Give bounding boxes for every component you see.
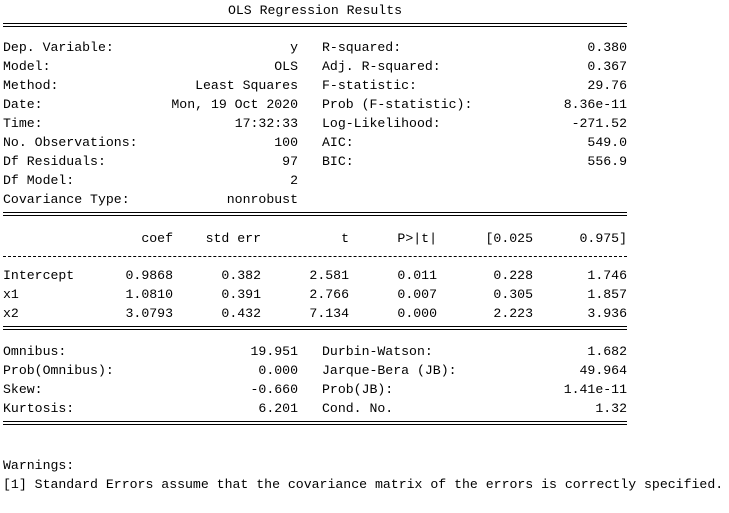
summary-left-value: 100: [274, 135, 298, 150]
diag-right-label: Prob(JB):: [322, 382, 394, 397]
diagnostics-row: [3, 380, 627, 399]
coef-row-name: x2: [3, 306, 19, 321]
diag-right-value: 1.682: [587, 344, 627, 359]
summary-right-value: 0.380: [587, 40, 627, 55]
summary-right-label: Log-Likelihood:: [322, 116, 441, 131]
summary-right-label: Adj. R-squared:: [322, 59, 441, 74]
summary-row: [3, 95, 627, 114]
coef-cell: 1.0810: [125, 287, 173, 302]
coef-cell: 1.746: [587, 268, 627, 283]
summary-row: [3, 114, 627, 133]
summary-left-label: Time:: [3, 116, 43, 131]
summary-row: [3, 38, 627, 57]
summary-row: [3, 133, 627, 152]
coef-cell: 0.382: [221, 268, 261, 283]
summary-right-label: R-squared:: [322, 40, 402, 55]
summary-left-label: Date:: [3, 97, 43, 112]
coef-cell: 0.9868: [125, 268, 173, 283]
double-rule: [3, 421, 627, 425]
coef-row-name: x1: [3, 287, 19, 302]
diag-right-value: 1.32: [595, 401, 627, 416]
summary-left-label: Df Model:: [3, 173, 75, 188]
diag-left-value: 19.951: [250, 344, 298, 359]
coef-cell: 2.223: [493, 306, 533, 321]
col-header: coef: [141, 231, 173, 246]
col-header: P>|t|: [397, 231, 437, 246]
coef-cell: 0.007: [397, 287, 437, 302]
double-rule: [3, 212, 627, 216]
summary-row: [3, 190, 298, 209]
warnings-heading: Warnings:: [3, 458, 75, 473]
col-header: 0.975]: [579, 231, 627, 246]
col-header: std err: [205, 231, 261, 246]
coef-cell: 0.305: [493, 287, 533, 302]
diag-left-label: Omnibus:: [3, 344, 67, 359]
diag-right-label: Durbin-Watson:: [322, 344, 433, 359]
coef-row: [3, 266, 627, 285]
summary-left-value: Mon, 19 Oct 2020: [171, 97, 298, 112]
summary-left-value: Least Squares: [195, 78, 298, 93]
coef-row-name: Intercept: [3, 268, 75, 283]
summary-right-value: 0.367: [587, 59, 627, 74]
diagnostics-row: [3, 342, 627, 361]
summary-row: [3, 57, 627, 76]
summary-right-value: 556.9: [587, 154, 627, 169]
diag-right-label: Cond. No.: [322, 401, 394, 416]
coef-cell: 7.134: [309, 306, 349, 321]
diag-right-label: Jarque-Bera (JB):: [322, 363, 457, 378]
summary-left-label: Method:: [3, 78, 59, 93]
coef-cell: 1.857: [587, 287, 627, 302]
dash-rule: [3, 256, 627, 257]
summary-right-label: F-statistic:: [322, 78, 417, 93]
coef-cell: 0.000: [397, 306, 437, 321]
summary-left-value: y: [290, 40, 298, 55]
summary-left-value: 97: [282, 154, 298, 169]
summary-left-value: 17:32:33: [234, 116, 298, 131]
coef-cell: 0.391: [221, 287, 261, 302]
coef-cell: 2.766: [309, 287, 349, 302]
summary-right-value: 549.0: [587, 135, 627, 150]
diag-right-value: 1.41e-11: [563, 382, 627, 397]
summary-title: OLS Regression Results: [227, 3, 403, 18]
coef-cell: 2.581: [309, 268, 349, 283]
diag-left-value: -0.660: [250, 382, 298, 397]
summary-row: [3, 152, 627, 171]
col-header: t: [341, 231, 349, 246]
warning-item: [1] Standard Errors assume that the covariance matrix of the errors is correctly specified.: [3, 477, 724, 492]
diag-left-label: Skew:: [3, 382, 43, 397]
double-rule: [3, 326, 627, 330]
summary-left-label: Df Residuals:: [3, 154, 106, 169]
summary-left-label: No. Observations:: [3, 135, 138, 150]
coef-header-row: [3, 229, 627, 248]
diagnostics-row: [3, 361, 627, 380]
coef-cell: 3.0793: [125, 306, 173, 321]
summary-left-label: Covariance Type:: [3, 192, 130, 207]
coef-cell: 0.011: [397, 268, 437, 283]
diag-right-value: 49.964: [579, 363, 627, 378]
coef-cell: 3.936: [587, 306, 627, 321]
coef-cell: 0.432: [221, 306, 261, 321]
summary-right-value: -271.52: [571, 116, 627, 131]
summary-left-label: Dep. Variable:: [3, 40, 114, 55]
coef-row: [3, 304, 627, 323]
coef-row: [3, 285, 627, 304]
coef-cell: 0.228: [493, 268, 533, 283]
diag-left-value: 6.201: [258, 401, 298, 416]
summary-right-value: 8.36e-11: [563, 97, 627, 112]
col-header: [0.025: [485, 231, 533, 246]
summary-row: [3, 171, 298, 190]
double-rule: [3, 23, 627, 27]
summary-right-label: AIC:: [322, 135, 354, 150]
summary-right-label: Prob (F-statistic):: [322, 97, 473, 112]
diagnostics-row: [3, 399, 627, 418]
summary-right-label: BIC:: [322, 154, 354, 169]
diag-left-label: Prob(Omnibus):: [3, 363, 114, 378]
summary-row: [3, 76, 627, 95]
diag-left-value: 0.000: [258, 363, 298, 378]
diag-left-label: Kurtosis:: [3, 401, 75, 416]
summary-left-label: Model:: [3, 59, 51, 74]
summary-left-value: OLS: [274, 59, 298, 74]
summary-left-value: 2: [290, 173, 298, 188]
summary-left-value: nonrobust: [226, 192, 298, 207]
summary-right-value: 29.76: [587, 78, 627, 93]
